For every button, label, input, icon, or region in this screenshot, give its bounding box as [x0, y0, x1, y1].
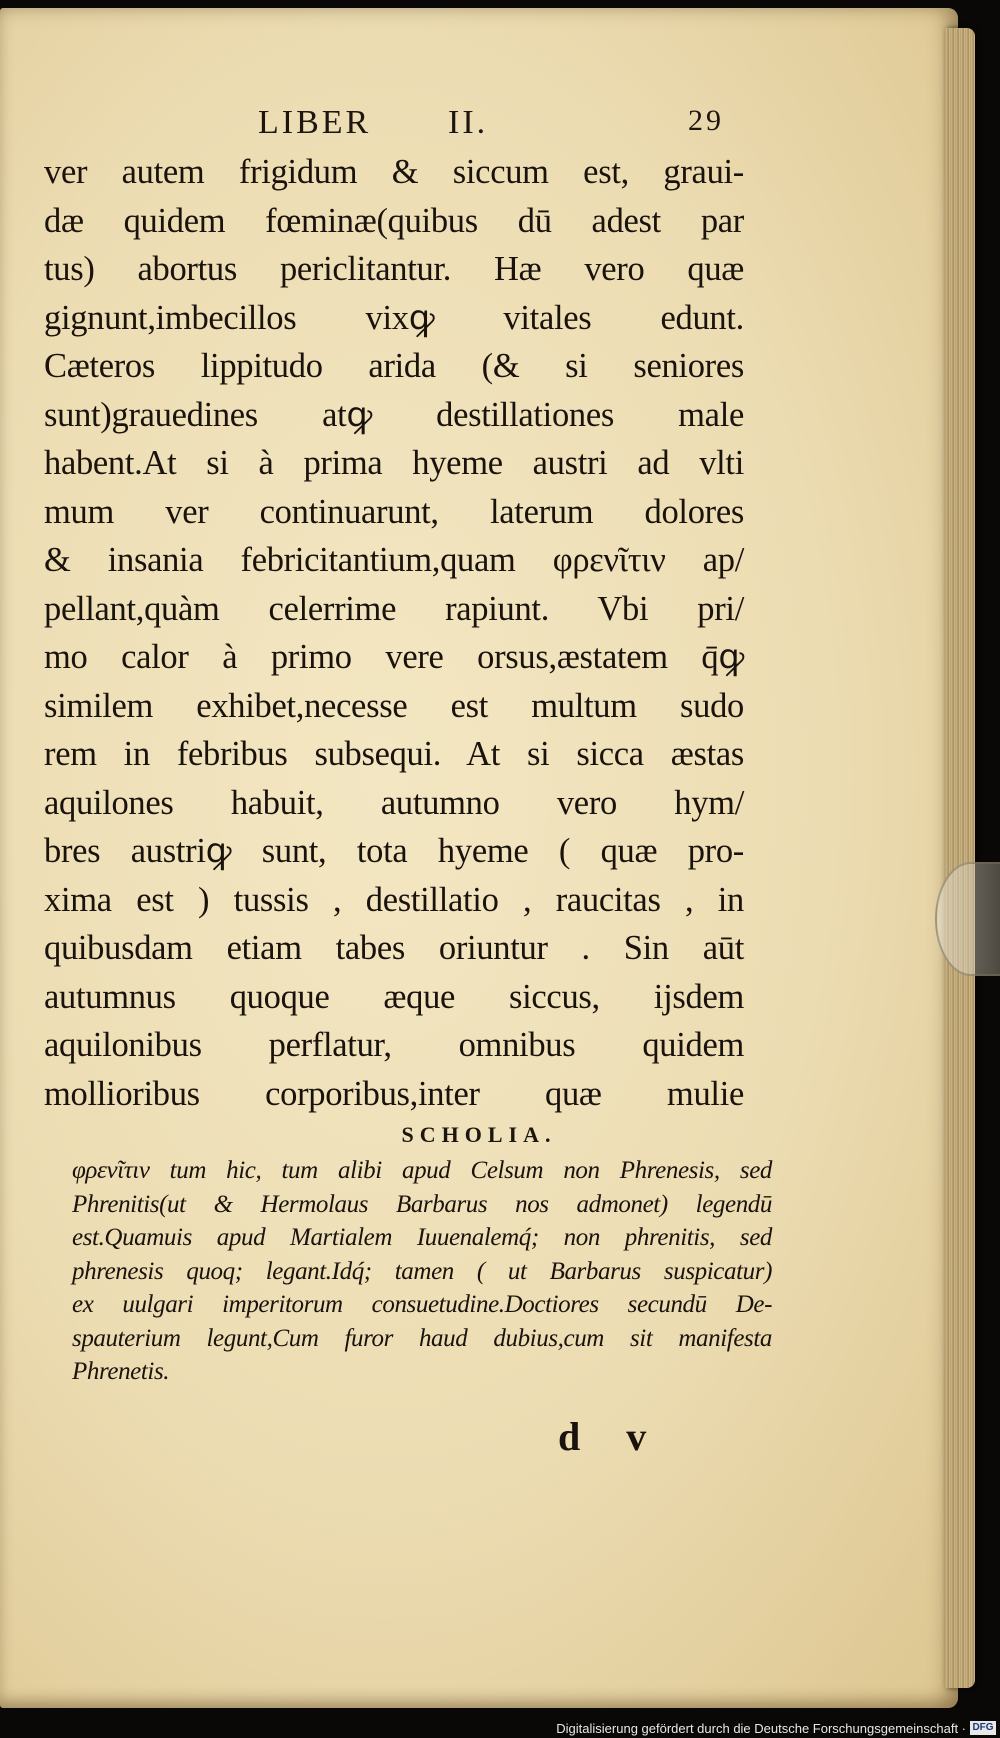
running-head-book-number: II.: [448, 104, 489, 141]
text-line: & insania febricitantium,quam φρενῖτιν ap/: [44, 541, 744, 579]
running-head-book: LIBER: [258, 104, 372, 141]
text-line: tus) abortus periclitantur. Hæ vero quæ: [44, 250, 744, 288]
text-line: sunt)grauedines atꝙ destillationes male: [44, 395, 744, 434]
funding-credit: Digitalisierung gefördert durch die Deutsche Forschungsgemeinschaft ·: [556, 1721, 966, 1736]
scholia-line: Phrenitis(ut & Hermolaus Barbarus nos admonet) legendū: [72, 1190, 772, 1218]
page-number: 29: [688, 104, 724, 137]
text-line: mum ver continuarunt, laterum dolores: [44, 492, 744, 531]
book-page: [0, 8, 958, 1708]
scholia-line: φρενῖτιν tum hic, tum alibi apud Celsum non Phrenesis, sed: [72, 1157, 772, 1184]
text-line: quibusdam etiam tabes oriuntur . Sin aūt: [44, 929, 744, 967]
page-edges: [945, 28, 975, 1688]
text-line: similem exhibet,necesse est multum sudo: [44, 686, 744, 725]
scholia-text: [72, 1154, 772, 1389]
text-line: rem in febribus subsequi. At si sicca æstas: [44, 735, 744, 773]
text-line: mollioribus corporibus,inter quæ mulie: [44, 1074, 744, 1113]
dfg-logo: DFG: [970, 1721, 996, 1735]
scholia-line: phrenesis quoq; legant.Idq́; tamen ( ut Barbarus suspicatur): [72, 1257, 772, 1285]
text-line: gignunt,imbecillos vixꝙ vitales edunt.: [44, 298, 744, 337]
running-head: [0, 104, 958, 144]
text-line: mo calor à primo vere orsus,æstatem q̄ꝙ: [44, 638, 744, 676]
bookmark-tab: [935, 862, 1000, 976]
scholia-line: spauterium legunt,Cum furor haud dubius,cum sit manifesta: [72, 1324, 772, 1352]
main-text: [44, 148, 744, 1118]
text-line: ver autem frigidum & siccum est, graui-: [44, 153, 744, 191]
text-line: autumnus quoque æque siccus, ijsdem: [44, 977, 744, 1016]
scholia-line: est.Quamuis apud Martialem Iuuenalemq́; non phrenitis, sed: [72, 1224, 772, 1251]
scholia-line: Phrenetis.: [72, 1358, 170, 1385]
text-line: xima est ) tussis , destillatio , raucitas , in: [44, 880, 744, 919]
text-line: dæ quidem fœminæ(quibus dū adest par: [44, 201, 744, 240]
text-line: bres austriꝙ sunt, tota hyeme ( quæ pro-: [44, 832, 744, 870]
text-line: pellant,quàm celerrime rapiunt. Vbi pri/: [44, 589, 744, 628]
text-line: aquilonibus perflatur, omnibus quidem: [44, 1026, 744, 1064]
scholia-line: ex uulgari imperitorum consuetudine.Doctiores secundū De-: [72, 1291, 772, 1318]
text-line: habent.At si à prima hyeme austri ad vlti: [44, 444, 744, 482]
signature-mark: d v: [558, 1414, 665, 1459]
text-line: Cæteros lippitudo arida (& si seniores: [44, 347, 744, 385]
text-line: aquilones habuit, autumno vero hym/: [44, 783, 744, 822]
scholia-heading: SCHOLIA.: [401, 1122, 557, 1147]
